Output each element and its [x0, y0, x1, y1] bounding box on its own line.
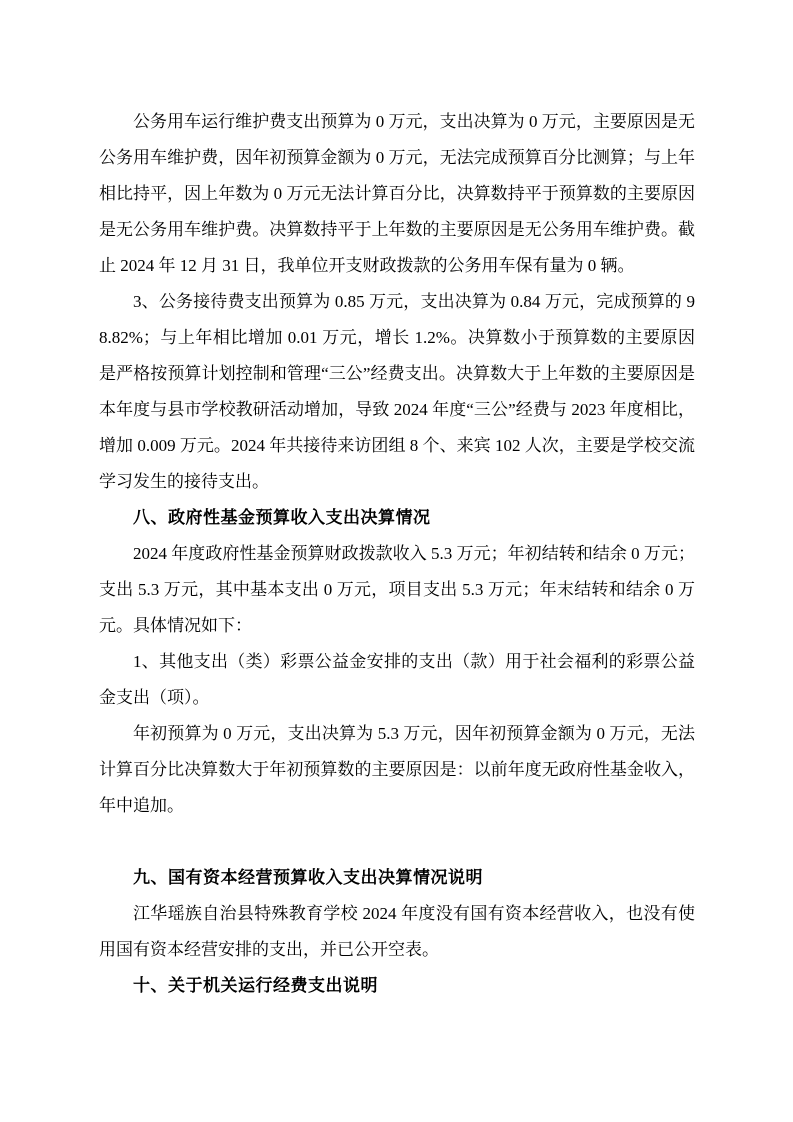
document-body [99, 104, 695, 1004]
section-heading: 八、政府性基金预算收入支出决算情况 [133, 508, 431, 527]
section-heading: 九、国有资本经营预算收入支出决算情况说明 [133, 868, 483, 887]
paragraph: 年初预算为 0 万元，支出决算为 5.3 万元，因年初预算金额为 0 万元，无法计算百分比决算数大于年初预算数的主要原因是：以前年度无政府性基金收入，年中追加。 [99, 724, 695, 815]
paragraph: 1、其他支出（类）彩票公益金安排的支出（款）用于社会福利的彩票公益金支出（项）。 [99, 652, 695, 707]
paragraph: 3、公务接待费支出预算为 0.85 万元，支出决算为 0.84 万元，完成预算的 98.82%；与上年相比增加 0.01 万元，增长 1.2%。决算数小于预算数的主要原因是严格按预算计划控制和管理“三公”经费支出。决算数大于上年数的主要原因是本年度与县市学校教研活动增加，导致 2024 年度“三公”经费与 2023 年度相比，增加 0.009 万元。2024 年共接待来访团组 8 个、来宾 102 人次，主要是学校交流学习发生的接待支出。 [99, 292, 695, 491]
paragraph: 江华瑶族自治县特殊教育学校 2024 年度没有国有资本经营收入，也没有使用国有资本经营安排的支出，并已公开空表。 [99, 904, 695, 959]
section-heading: 十、关于机关运行经费支出说明 [133, 976, 378, 995]
paragraph: 2024 年度政府性基金预算财政拨款收入 5.3 万元；年初结转和结余 0 万元；支出 5.3 万元，其中基本支出 0 万元，项目支出 5.3 万元；年末结转和结余 0 万元。具体情况如下： [99, 544, 695, 635]
paragraph: 公务用车运行维护费支出预算为 0 万元，支出决算为 0 万元，主要原因是无公务用车维护费，因年初预算金额为 0 万元，无法完成预算百分比测算；与上年相比持平，因上年数为 0 万元无法计算百分比，决算数持平于预算数的主要原因是无公务用车维护费。决算数持平于上年数的主要原因是无公务用车维护费。截止 2024 年 12 月 31 日，我单位开支财政拨款的公务用车保有量为 0 辆。 [99, 112, 695, 275]
blank-line [99, 824, 695, 860]
